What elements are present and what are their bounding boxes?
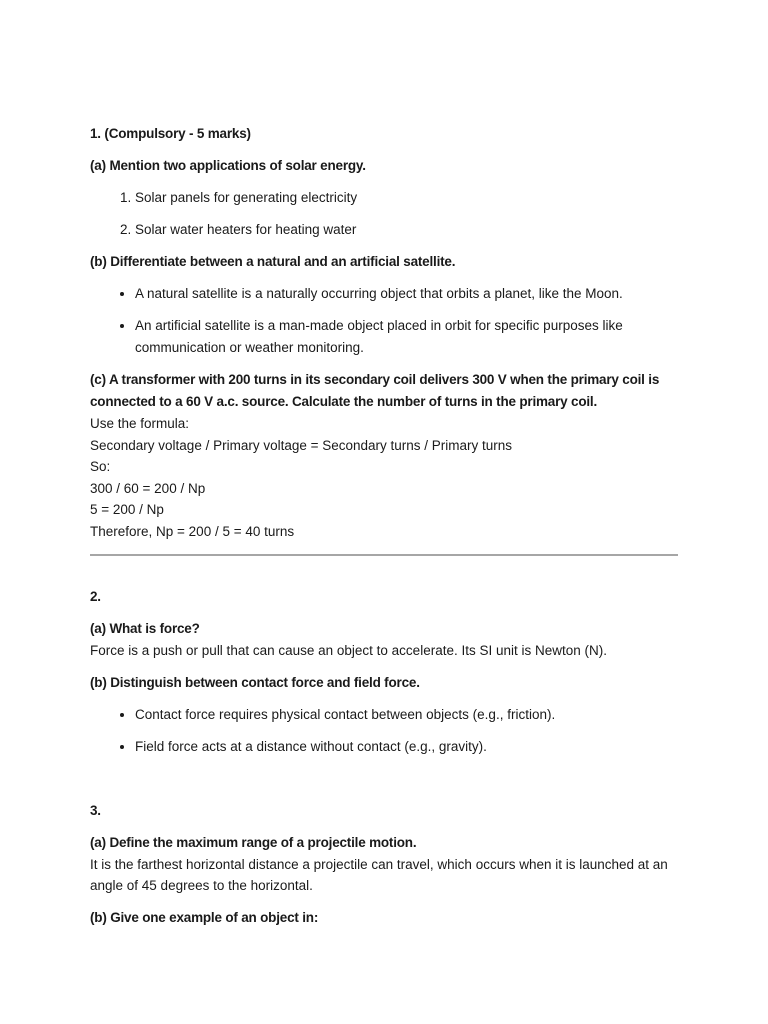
list-item: • Field force acts at a distance without contact (e.g., gravity). — [135, 736, 678, 758]
q1c-line: Therefore, Np = 200 / 5 = 40 turns — [90, 523, 295, 539]
list-item: 1. Solar panels for generating electricity — [135, 187, 678, 209]
q1c-line: 300 / 60 = 200 / Np — [90, 480, 206, 496]
q2-heading: 2. — [90, 589, 101, 604]
q2a-question: (a) What is force? — [90, 621, 200, 636]
q2b-answer-list — [90, 704, 678, 758]
q1a-question: (a) Mention two applications of solar energy. — [90, 158, 366, 173]
q1a-answer-list — [90, 187, 678, 241]
q1b-question: (b) Differentiate between a natural and an artificial satellite. — [90, 254, 456, 269]
list-item: 2. Solar water heaters for heating water — [135, 219, 678, 241]
q1c-line: 5 = 200 / Np — [90, 502, 164, 517]
q1b-answer-list — [90, 283, 678, 359]
q3b-question: (b) Give one example of an object in: — [90, 909, 319, 925]
q1-heading: 1. (Compulsory - 5 marks) — [90, 126, 251, 141]
q3a-answer: It is the farthest horizontal distance a projectile can travel, which occurs when it is launched at an angle of 45 degrees to the horizontal. — [90, 856, 668, 893]
q1c-line: Secondary voltage / Primary voltage = Secondary turns / Primary turns — [90, 437, 513, 453]
document-page — [90, 123, 678, 929]
q1c-line: Use the formula: — [90, 416, 190, 431]
q1c-question: (c) A transformer with 200 turns in its secondary coil delivers 300 V when the primary coil is connected to a 60 V a.c. source. Calculate the number of turns in the primary coil. — [90, 372, 660, 409]
list-item: • A natural satellite is a naturally occurring object that orbits a planet, like the Moon. — [135, 283, 678, 305]
list-item: • An artificial satellite is a man-made object placed in orbit for specific purposes like communication or weather monitoring. — [135, 315, 678, 359]
q2a-answer: Force is a push or pull that can cause an object to accelerate. Its SI unit is Newton (N). — [90, 643, 608, 658]
q3a-question: (a) Define the maximum range of a projectile motion. — [90, 834, 417, 850]
q3-heading: 3. — [90, 802, 101, 818]
q1c-line: So: — [90, 459, 111, 474]
list-item: • Contact force requires physical contact between objects (e.g., friction). — [135, 704, 678, 726]
q2b-question: (b) Distinguish between contact force and field force. — [90, 674, 420, 690]
